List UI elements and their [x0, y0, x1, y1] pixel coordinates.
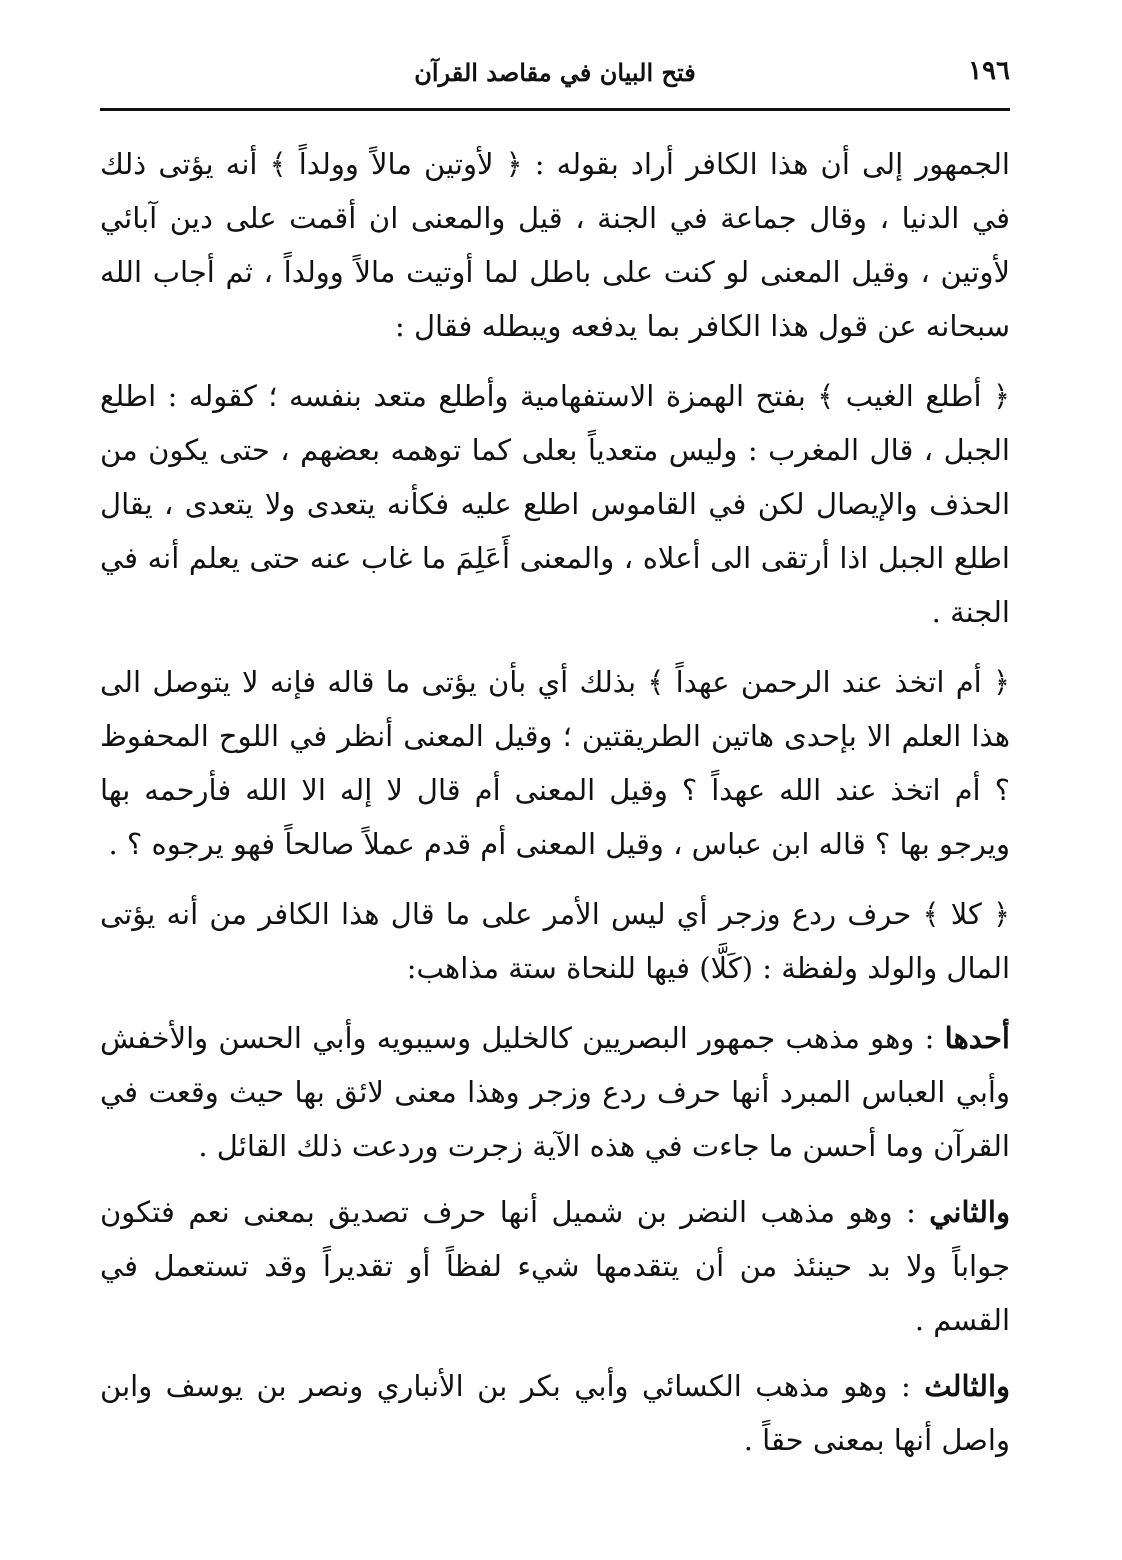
paragraph [100, 1359, 1010, 1467]
paragraph [100, 655, 1010, 871]
paragraph [100, 369, 1010, 639]
paragraph-text: : وهو مذهب النضر بن شميل أنها حرف تصديق بمعنى نعم فتكون جواباً ولا بد حينئذ من أن يتقدمها شيء لفظاً أو تقديراً وقد تستعمل في القسم . [100, 1195, 1010, 1337]
paragraph [100, 1185, 1010, 1347]
paragraph-lead: والثالث [924, 1369, 1010, 1403]
running-header [100, 50, 1010, 111]
paragraph-text: الجمهور إلى أن هذا الكافر أراد بقوله : ﴿ لأوتين مالاً وولداً ﴾ أنه يؤتى ذلك في الدنيا ، وقال جماعة في الجنة ، قيل والمعنى ان أقمت على دين آبائي لأوتين ، وقيل المعنى لو كنت على باطل لما أوتيت مالاً وولداً ، ثم أجاب الله سبحانه عن قول هذا الكافر بما يدفعه ويبطله فقال : [100, 147, 1010, 343]
paragraph [100, 1011, 1010, 1173]
book-title: فتح البيان في مقاصد القرآن [414, 58, 696, 87]
paragraph-text: ﴿ أم اتخذ عند الرحمن عهداً ﴾ بذلك أي بأن يؤتى ما قاله فإنه لا يتوصل الى هذا العلم الا بإحدى هاتين الطريقتين ؛ وقيل المعنى أنظر في اللوح المحفوظ ؟ أم اتخذ عند الله عهداً ؟ وقيل المعنى أم قال لا إله الا الله فأرحمه بها ويرجو بها ؟ قاله ابن عباس ، وقيل المعنى أم قدم عملاً صالحاً فهو يرجوه ؟ . [100, 665, 1010, 861]
paragraph-lead: والثاني [929, 1195, 1010, 1229]
paragraph [100, 887, 1010, 995]
paragraph-lead: أحدها [944, 1021, 1010, 1055]
paragraph-text: ﴿ أطلع الغيب ﴾ بفتح الهمزة الاستفهامية وأطلع متعد بنفسه ؛ كقوله : اطلع الجبل ، قال المغرب : وليس متعدياً بعلى كما توهمه بعضهم ، حتى يكون من الحذف والإيصال لكن في القاموس اطلع عليه فكأنه يتعدى ولا يتعدى ، يقال اطلع الجبل اذا أرتقى الى أعلاه ، والمعنى أَعَلِمَ ما غاب عنه حتى يعلم أنه في الجنة . [100, 379, 1010, 629]
paragraph-text: ﴿ كلا ﴾ حرف ردع وزجر أي ليس الأمر على ما قال هذا الكافر من أنه يؤتى المال والولد ولفظة : (كَلَّا) فيها للنحاة ستة مذاهب: [100, 897, 1010, 985]
page-number: ١٩٦ [968, 56, 1010, 86]
body-text [100, 137, 1010, 1467]
paragraph-text: : وهو مذهب الكسائي وأبي بكر بن الأنباري ونصر بن يوسف وابن واصل أنها بمعنى حقاً . [100, 1369, 1010, 1457]
paragraph [100, 137, 1010, 353]
book-page [100, 50, 1010, 1520]
paragraph-text: : وهو مذهب جمهور البصريين كالخليل وسيبويه وأبي الحسن والأخفش وأبي العباس المبرد أنها حرف ردع وزجر وهذا معنى لائق بها حيث وقعت في القرآن وما أحسن ما جاءت في هذه الآية زجرت وردعت ذلك القائل . [100, 1021, 1010, 1163]
